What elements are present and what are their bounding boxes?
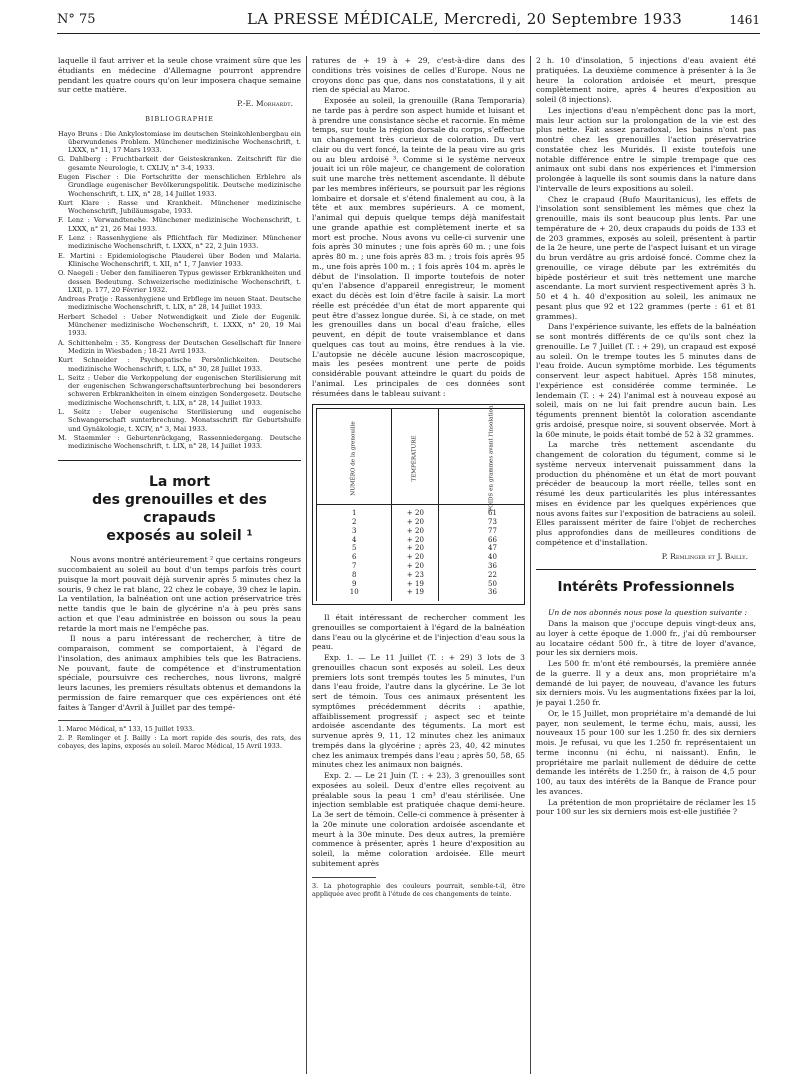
bibliography-entry: E. Martini : Epidemiologische Plaudereì über Boden und Malaria. Klinische Wochenschrift, t. XII, n° 1, 7 Janvier 1933.: [58, 251, 301, 268]
column-middle: [312, 56, 525, 1074]
page-number: 1461: [729, 13, 760, 27]
issue-number: N° 75: [57, 12, 96, 27]
table-row: 9 + 19 50: [317, 580, 526, 589]
bibliography-list: [58, 130, 301, 451]
table-row: 6 + 20 40: [317, 553, 526, 562]
column-left: [58, 56, 301, 1074]
article-title-line: exposés au soleil ¹: [106, 528, 253, 545]
bibliography-heading: BIBLIOGRAPHIE: [145, 114, 214, 123]
article-paragraph: Chez le crapaud (Bufo Mauritanicus), les effets de l'insolation sont sensiblement les mêmes que chez la grenouille, mais ils sont beaucoup plus lents. Par une température de + 20, deux crapauds du poids de 133 et de 203 grammes, exposés au soleil, présentent à partir de la 2e heure, une perte de l'aspect luisant et un virage du brun verdâtre au gris ardoisé foncé. Comme chez la grenouille, ce virage débute par les extrémités du bipède postérieur et suit très nettement une marche ascendante. La mort survient respectivement après 3 h. 50 et 4 h. 40 d'exposition au soleil, les animaux ne pesant plus que 92 et 122 grammes (perte : 61 et 81 grammes).: [536, 194, 756, 321]
article-title-line: des grenouilles et des crapauds: [92, 492, 267, 527]
frog-weight-table: [312, 404, 525, 605]
bibliography-entry: L. Seitz : Ueber eugenische Sterilisierung und eugenische Schwangerschaft sunterbrechung. Monatsschrift für Geburtshulfe und Gynäkologie, t. XCIV, n° 3, Mai 1933.: [58, 408, 301, 433]
letter-paragraph: Dans la maison que j'occupe depuis vingt-deux ans, au loyer à cette époque de 1.000 fr., j'ai dû rembourser au locataire cédant 500 fr., à titre de loyer d'avance, pour les six derniers mois.: [536, 619, 756, 658]
article-paragraph: Nous avons montré antérieurement ² que certains rongeurs succombaient au soleil au bout d'un temps parfois très court puisque la mort pouvait déjà survenir après 5 minutes chez la souris, 9 chez le rat blanc, 22 chez le cobaye, 39 chez le lapin. La ventilation, la balnéation ont une action préservatrice très nette tandis que le bain de glycérine n'a à peu près sans action et que l'eau administrée en boisson ou sous la peau retarde la mort mais ne l'empêche pas.: [58, 555, 301, 633]
letter-paragraph: Or, le 15 Juillet, mon propriétaire m'a demandé de lui payer, non seulement, le terme échu, mais, aussi, les nouveaux 15 pour 100 sur les 1.250 fr. des six derniers mois. Je refusai, vu que les 1.250 fr. représentaient un terme inconnu (ni échu, ni naissant). Enfin, le propriétaire me parlait nullement de déduire de cette demande les intérêts de 1.250 fr., à raison de 4,5 pour 100, au taux des intérêts de la Banque de France pour les avances.: [536, 708, 756, 796]
article-paragraph: 2 h. 10 d'insolation, 5 injections d'eau avaient été pratiquées. La deuxième commence à présenter à la 3e heure la coloration ardoisée et meurt, presque complètement noire, après 4 heures d'exposition au soleil (8 injections).: [536, 56, 756, 104]
article-paragraph: Exposée au soleil, la grenouille (Rana Temporaria) ne tarde pas à perdre son aspect humide et luisant et à prendre une consistance sèche et racornie. En même temps, sur toute la région dorsale du corps, s'effectue un changement très curieux de coloration. Du vert clair ou du vert foncé, la teinte de la peau vire au gris ou au bleu ardoisé ³. Comme si le système nerveux jouait ici un rôle majeur, ce changement de coloration suit une marche très nettement ascendante. Il débute par les membres inférieurs, se poursuit par les régions lombaire et dorsale et s'étend finalement au cou, à la tête et aux membres supérieurs. A ce moment, l'animal qui depuis quelque temps déjà manifestait une grande apathie est complètement inerte et sa mort est proche. Nous avons vu celle-ci survenir une fois après 30 minutes ; une fois après 60 m. ; une fois après 80 m. ; une fois après 83 m. ; trois fois après 95 m., une fois après 100 m. ; 1 fois après 104 m. après le début de l'insolation. Il importe toutefois de noter qu'en l'absence d'appareil enregistreur, le moment exact du décès est loin d'être facile à saisir. La mort réelle est précédée d'un état de mort apparente qui peut être d'assez longue durée. Si, à ce stade, on met les grenouilles dans un bocal d'eau fraîche, elles peuvent, en dépit de toute vraisemblance et dans quelques cas tout au moins, être rendues à la vie. L'autopsie ne décèle aucune lésion macroscopique, mais les pesées montrent une perte de poids considérable pouvant atteindre le quart du poids de l'animal. Les principales de ces données sont résumées dans le tableau suivant :: [312, 96, 525, 398]
bibliography-entry: L. Seitz : Ueber die Verkoppelung der eugenischen Sterilisierung mit der eugenischen Schwangerschaftsunterbrechung bei besonderers schweren Erbkrankheiten in einem einzigen Sondergesetz. Deutsche medizinische Wochenschrift, t. LIX, n° 28, 14 Juillet 1933.: [58, 373, 301, 407]
bibliography-entry: Hayo Bruns : Die Ankylostomiase im deutschen Steinkohlenbergbau ein überwundenes Problem. Münchener medizinische Wochenschrift, t. LXXX, n° 11, 17 Mars 1933.: [58, 129, 301, 155]
article-title-line: La mort: [148, 474, 211, 491]
bibliography-entry: F. Lenz : Rassenhygiene als Pflichtfach für Mediziner. Münchener medizinische Wochenschrift, t. LXXX, n° 22, 2 Juin 1933.: [58, 234, 301, 251]
experiment-paragraph: Exp. 2. — Le 21 Juin (T. : + 23), 3 grenouilles sont exposées au soleil. Deux d'entre elles reçoivent au préalable sous la peau 1 cm³ d'eau stérilisée. Une injection semblable est pratiquée chaque demi-heure. La 3e sert de témoin. Celle-ci commence à présenter à la 20e minute une coloration ardoisée ascendante et meurt à la 30e minute. Des deux autres, la première commence à présenter, après 1 heure d'exposition au soleil, la même coloration ardoisée. Elle meurt subitement après: [312, 771, 525, 868]
table-row: 8 + 23 22: [317, 571, 526, 580]
section-divider: [58, 460, 301, 461]
article-paragraph: Il nous a paru intéressant de rechercher, à titre de comparaison, comment se comportaient, à l'égard de l'insolation, des animaux amphibies tels que les Batraciens. Ne pouvant, faute de compétence et d'instrumentation spéciale, poursuivre ces recherches, nous livrons, malgré leurs lacunes, les premiers résultats obtenus et demandons la permission de faire remarquer que ces expériences ont été faites à Tanger d'Avril à Juillet par des tempé-: [58, 634, 301, 712]
journal-title: LA PRESSE MÉDICALE, Mercredi, 20 Septembre 1933: [247, 10, 683, 28]
bibliography-entry: Kurt Klare : Rasse und Krankheit. Münchener medizinische Wochenschrift, Jubiläumsgabe, 1933.: [58, 198, 301, 216]
footnote-divider: [58, 720, 131, 721]
table-row: 10 + 19 36: [317, 588, 526, 601]
footnote: 1. Maroc Médical, n° 133, 15 Juillet 1933.: [58, 725, 195, 734]
section-divider: [536, 569, 756, 570]
footnote: 2. P. Remlinger et J. Bailly : La mort rapide des souris, des rats, des cobayes, des lapins, exposés au soleil. Maroc Médical, 15 Avril 1933.: [58, 734, 301, 751]
bibliography-entry: A. Schittenhelm : 35. Kongress der Deutschen Gesellschaft für Innere Medizin in Wiesbaden ; 18-21 Avril 1933.: [58, 338, 301, 355]
letter-paragraph: Les 500 fr. m'ont été remboursés, la première année de la guerre. Il y a deux ans, mon propriétaire m'a demandé de lui payer, de nouveau, d'avance les futurs six derniers mois. Vu les augmentations fixées par la loi, je payai 1.250 fr.: [536, 659, 756, 707]
article-paragraph: Dans l'expérience suivante, les effets de la balnéation se sont montrés différents de ce qu'ils sont chez la grenouille. Le 7 Juillet (T. : + 29), un crapaud est exposé au soleil. On le trempe toutes les 5 minutes dans de l'eau froide. Aucun symptôme morbide. Les téguments conservent leur aspect habituel. Après 158 minutes, l'expérience est considérée comme terminée. Le lendemain (T. : + 24) l'animal est à nouveau exposé au soleil, mais on ne lui fait prendre aucun bain. Les téguments prennent bientôt la coloration ascendante gris ardoisé, presque noire, si souvent observée. Mort à la 60e minute, le poids était tombé de 52 à 32 grammes.: [536, 322, 756, 439]
bibliography-entry: M. Staemmler : Geburtenrückgang, Rassenniedergang. Deutsche medizinische Wochenschrift, t. LIX, n° 28, 14 Juillet 1933.: [58, 433, 301, 451]
table-header: POIDS en grammes avant l'insolation: [439, 409, 525, 505]
bibliography-entry: Eugen Fischer : Die Fortschritte der menschlichen Erblehre als Grundlage eugenischer Bevölkerungspolitik. Deutsche medizinische Wochenschrift, t. LIX, n° 28, 14 Juillet 1933.: [58, 172, 301, 198]
bibliography-entry: F. Lenz : Verwandtenehe. Münchener medizinische Wochenschrift, t. LXXX, n° 21, 26 Mai 1933.: [58, 216, 301, 233]
experiment-paragraph: Exp. 1. — Le 11 Juillet (T. : + 29) 3 lots de 3 grenouilles chacun sont exposés au soleil. Les deux premiers lots sont trempés toutes les 5 minutes, l'un dans l'eau froide, l'autre dans la glycérine. Le 3e lot sert de témoin. Tous ces animaux présentent les symptômes précédemment décrits : apathie, affaiblissement progressif ; aspect sec et teinte ardoisée ascendante des téguments. La mort est survenue après 9, 11, 12 minutes chez les animaux trempés dans la glycérine ; après 23, 40, 42 minutes chez les animaux trempés dans l'eau ; après 50, 58, 65 minutes chez les animaux non baignés.: [312, 653, 525, 770]
table-header: NUMÉRO de la grenouille: [317, 409, 392, 505]
letter-paragraph: La prétention de mon propriétaire de réclamer les 15 pour 100 sur les six derniers mois est-elle justifiée ?: [536, 797, 756, 817]
article-end-paragraph: laquelle il faut arriver et la seule chose vraiment sûre que les étudiants en médecine d'Allemagne pourront apprendre pendant les quatre cours qu'on leur imposera chaque semaine sur cette matière.: [58, 56, 301, 95]
bibliography-entry: G. Dahlberg : Fruchtbarkeit der Geisteskranken. Zeitschrift für die gesamte Neurologie, t. CXLIV, n° 3-4, 1933.: [58, 155, 301, 172]
table-row: 2 + 20 73: [317, 518, 526, 527]
table-row: 7 + 20 36: [317, 562, 526, 571]
table-row: 5 + 20 47: [317, 544, 526, 553]
article-paragraph: Les injections d'eau n'empêchent donc pas la mort, mais leur action sur la prolongation de la vie est des plus nette. Fait assez paradoxal, les bains n'ont pas montré chez les grenouilles l'action préservatrice constatée chez les Muridés. Il existe toutefois une notable différence entre le simple trempage que ces animaux ont subi dans nos expériences et l'immersion prolongée à laquelle ils sont soumis dans la nature dans l'intervalle de leurs expositions au soleil.: [536, 105, 756, 193]
footnote-divider: [312, 877, 376, 878]
table-header: TEMPÉRATURE: [392, 409, 439, 505]
author-signature: P.-E. Morhardt.: [236, 99, 293, 108]
column-divider: [306, 56, 307, 1074]
article-paragraph: Il était intéressant de rechercher comment les grenouilles se comportaient à l'égard de la balnéation dans l'eau ou la glycérine et de l'injection d'eau sous la peau.: [312, 613, 525, 652]
table-row: 1 + 20 61: [317, 505, 526, 518]
table-row: 4 + 20 66: [317, 536, 526, 545]
bibliography-entry: Andreas Pratje : Rassenhygiene und Erbflege im neuen Staat. Deutsche medizinische Wochenschrift, t. LIX, n° 28, 14 Juillet 1933.: [58, 295, 301, 312]
bibliography-entry: Herbert Schedel : Ueber Notwendigkeit und Ziele der Eugenik. Münchener medizinische Wochenschrift, t. LXXX, n° 20, 19 Mai 1933.: [58, 312, 301, 338]
author-signature: P. Remlinger et J. Bailly.: [661, 551, 748, 561]
reader-question-intro: Un de nos abonnés nous pose la question suivante :: [548, 608, 748, 618]
bibliography-entry: O. Naegeli : Ueber den familiaeren Typus gewisser Erbkrankheiten und dessen Bedeutung. Schweizerische medizinische Wochenschrift, t. LXII, p. 177, 20 Février 1932.: [58, 269, 301, 294]
article-title: [58, 473, 301, 545]
footnote: 3. La photographie des couleurs pourrait, semble-t-il, être appliquée avec profit à l'étude de ces changements de teinte.: [312, 881, 525, 898]
section-title: Intérêts Professionnels: [557, 579, 735, 596]
table-row: 3 + 20 77: [317, 527, 526, 536]
page-header: [57, 6, 760, 34]
bibliography-entry: Kurt Schneider : Psychopatische Persönlichkeiten. Deutsche medizinische Wochenschrift, t. LIX, n° 30, 28 Juillet 1933.: [58, 356, 301, 373]
article-paragraph: La marche très nettement ascendante du changement de coloration du tégument, comme si le système nerveux intervenait puissamment dans la production du phénomène et un état de mort pouvant précéder de beaucoup la mort réelle, telles sont en résumé les deux particularités les plus intéressantes mises en évidence par les quelques expériences que nous avons faites sur l'exposition de batraciens au soleil. Elles paraissent mériter de faire l'objet de recherches plus approfondies dans de meilleures conditions de compétence et d'installation.: [536, 440, 756, 547]
article-paragraph: ratures de + 19 à + 29, c'est-à-dire dans des conditions très voisines de celles d'Europe. Nous ne croyons donc pas que, dans nos constatations, il y ait rien de spécial au Maroc.: [312, 56, 525, 95]
column-divider: [530, 56, 531, 1074]
column-right: [536, 56, 756, 1074]
